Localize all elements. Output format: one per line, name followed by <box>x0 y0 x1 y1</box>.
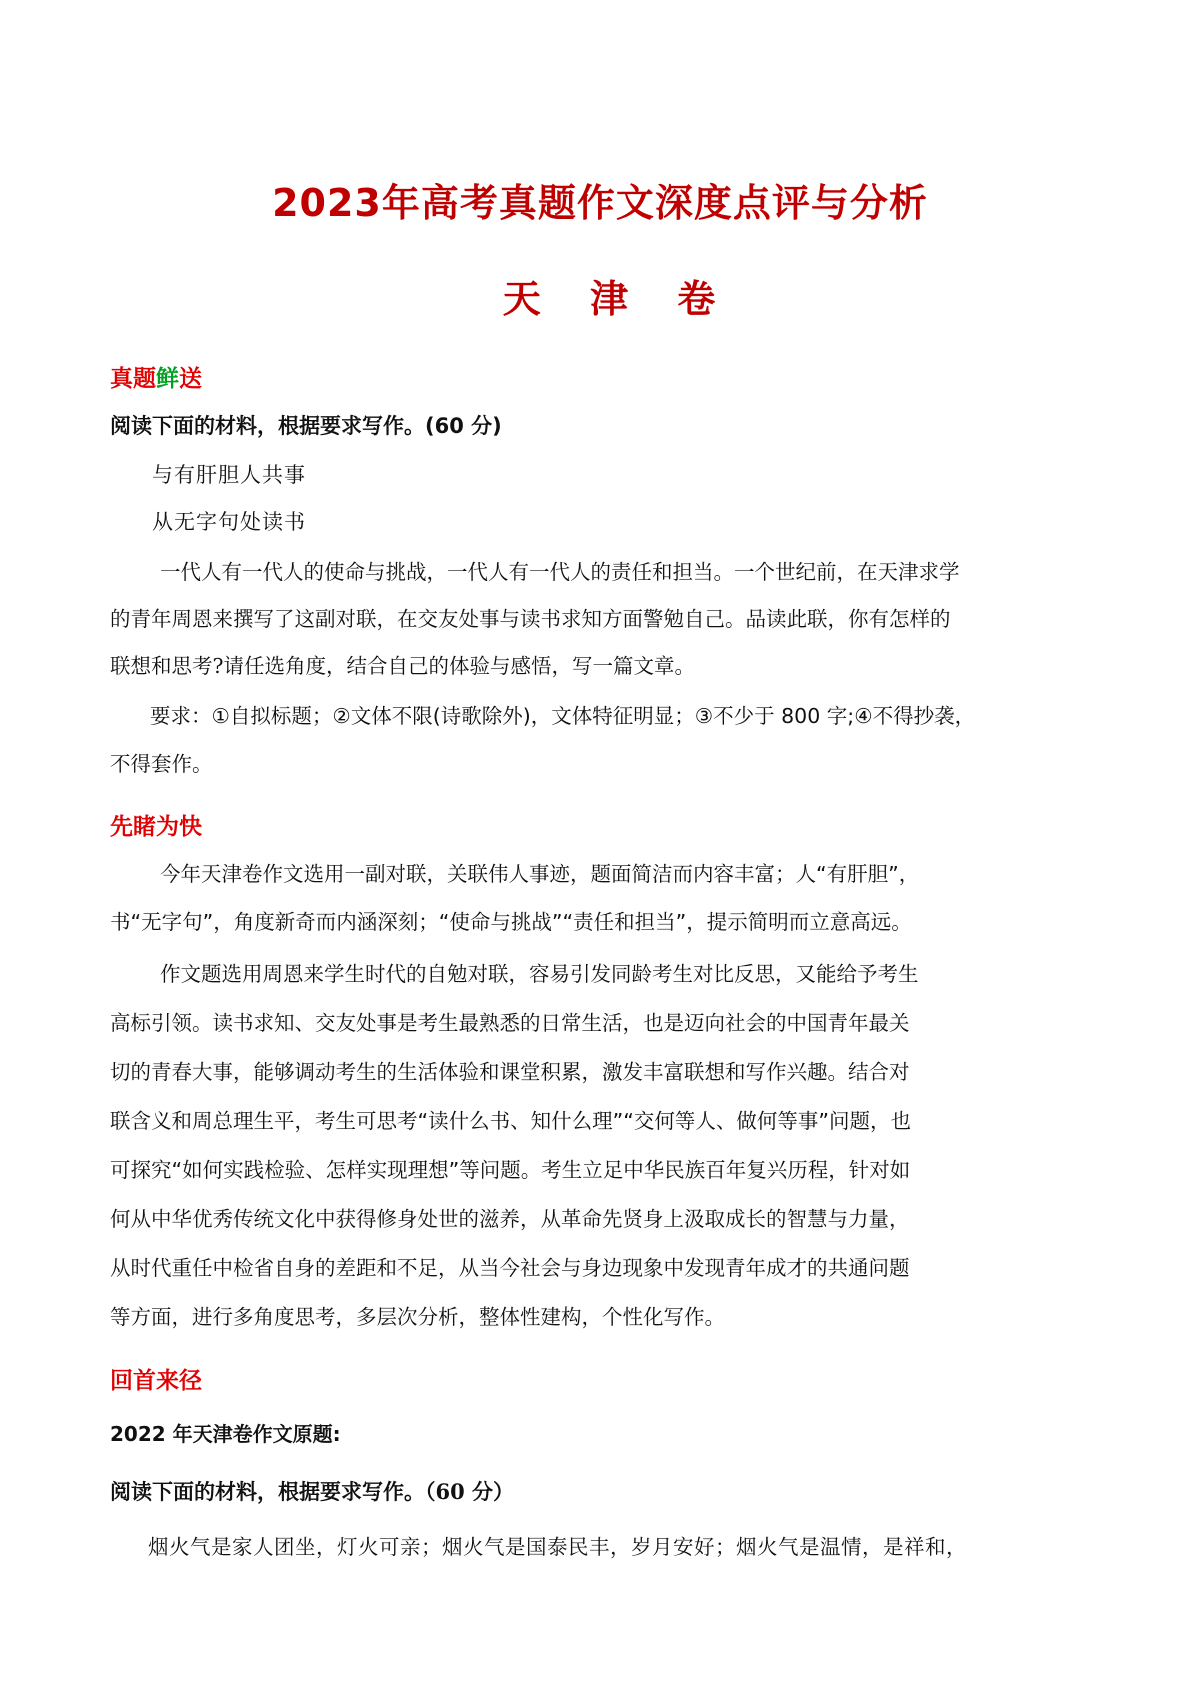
para1-line-1: 今年天津卷作文选用一副对联，关联伟人事迹，题面简洁而内容丰富；人“有肝胆”， <box>160 862 920 886</box>
material-line-2: 的青年周恩来撰写了这副对联，在交友处事与读书求知方面警勉自己。品读此联，你有怎样的 <box>110 607 951 631</box>
heading-text-red: 真题 <box>110 366 156 392</box>
para2-line-3: 切的青春大事，能够调动考生的生活体验和课堂积累，激发丰富联想和写作兴趣。结合对 <box>110 1060 910 1084</box>
section-heading-xiandu: 先睹为快 <box>110 814 202 840</box>
para2-line-1: 作文题选用周恩来学生时代的自勉对联，容易引发同龄考生对比反思，又能给予考生 <box>160 962 919 986</box>
para2-line-5: 可探究“如何实践检验、怎样实现理想”等问题。考生立足中华民族百年复兴历程，针对如 <box>110 1158 911 1182</box>
para2-line-2: 高标引领。读书求知、交友处事是考生最熟悉的日常生活，也是迈向社会的中国青年最关 <box>110 1011 910 1035</box>
para2-line-4: 联含义和周总理生平，考生可思考“读什么书、知什么理”“交何等人、做何等事”问题，也 <box>110 1109 911 1133</box>
section3-subheading: 2022 年天津卷作文原题: <box>110 1422 341 1446</box>
para2-line-6: 何从中华优秀传统文化中获得修身处世的滋养，从革命先贤身上汲取成长的智慧与力量， <box>110 1207 910 1231</box>
section-heading-huishou: 回首来径 <box>110 1368 202 1394</box>
section3-instruction: 阅读下面的材料，根据要求写作。（60 分） <box>110 1479 515 1504</box>
heading-text-red-end: 送 <box>179 366 202 392</box>
material-line-3: 联想和思考?请任选角度，结合自己的体验与感悟，写一篇文章。 <box>110 654 695 678</box>
para1-line-2: 书“无字句”，角度新奇而内涵深刻；“使命与挑战”“责任和担当”，提示简明而立意高远。 <box>110 910 912 934</box>
document-subtitle: 天 津 卷 <box>502 277 734 321</box>
para2-line-8: 等方面，进行多角度思考，多层次分析，整体性建构，个性化写作。 <box>110 1305 725 1329</box>
requirement-line-2: 不得套作。 <box>110 752 213 776</box>
couplet-line-1: 与有肝胆人共事 <box>152 463 306 487</box>
para2-line-7: 从时代重任中检省自身的差距和不足，从当今社会与身边现象中发现青年成才的共通问题 <box>110 1256 910 1280</box>
section3-material-line: 烟火气是家人团坐，灯火可亲；烟火气是国泰民丰，岁月安好；烟火气是温情，是祥和， <box>148 1535 967 1559</box>
couplet-line-2: 从无字句处读书 <box>152 510 306 534</box>
heading-text-green: 鲜 <box>156 366 179 392</box>
document-title: 2023年高考真题作文深度点评与分析 <box>272 181 928 225</box>
section-heading-zhenti <box>110 360 202 393</box>
section1-instruction: 阅读下面的材料，根据要求写作。(60 分) <box>110 414 502 438</box>
requirement-line-1: 要求：①自拟标题；②文体不限(诗歌除外)，文体特征明显；③不少于 800 字;④不得抄袭， <box>150 704 976 728</box>
material-line-1: 一代人有一代人的使命与挑战，一代人有一代人的责任和担当。一个世纪前，在天津求学 <box>160 560 960 584</box>
